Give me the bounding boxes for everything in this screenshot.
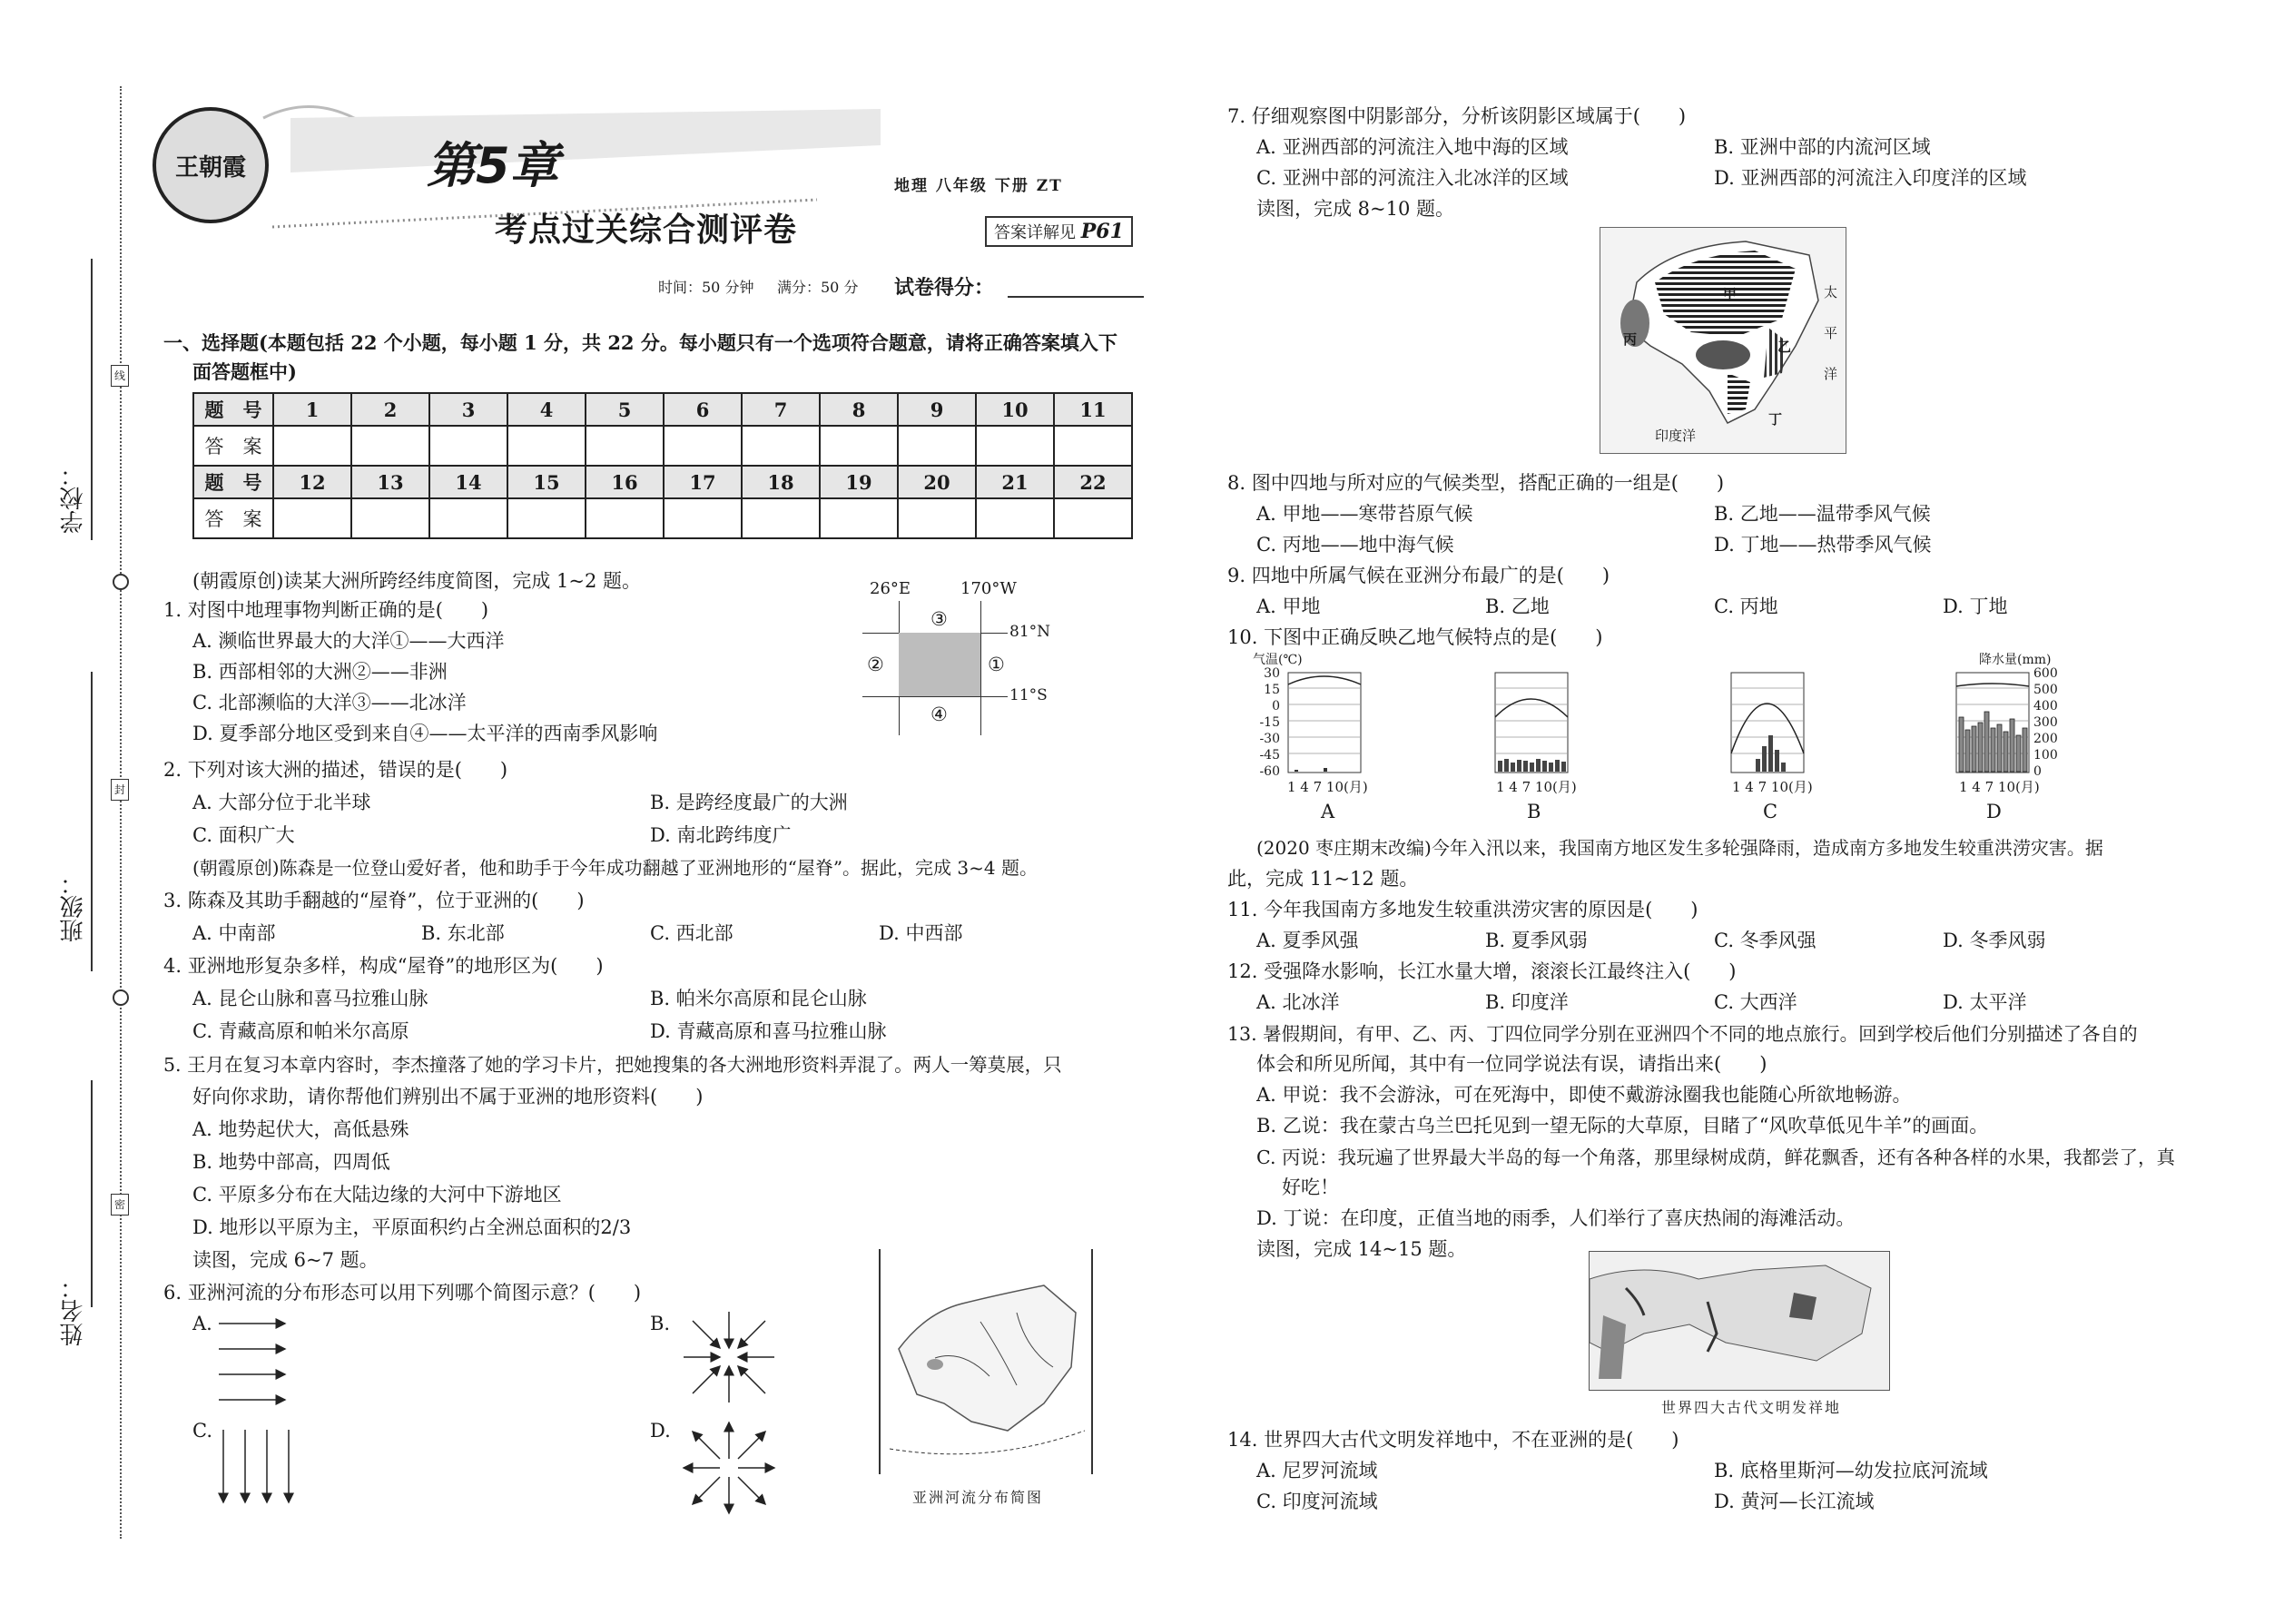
q7-option-b[interactable]: B. 亚洲中部的内流河区域 — [1714, 136, 1931, 158]
q12-stem: 12. 受强降水影响，长江水量大增，滚滚长江最终注入( ) — [1227, 960, 1737, 982]
table-cell: 6 — [664, 393, 742, 426]
table-cell: 19 — [820, 466, 898, 498]
chapter-title: 第5章 — [427, 137, 559, 194]
answer-cell[interactable] — [664, 498, 742, 538]
civilization-map — [1589, 1251, 1890, 1391]
table-cell: 16 — [586, 466, 664, 498]
q2-option-c[interactable]: C. 面积广大 — [192, 824, 295, 846]
table-cell: 21 — [976, 466, 1054, 498]
q14-option-b[interactable]: B. 底格里斯河—幼发拉底河流域 — [1714, 1460, 1988, 1481]
precip-tick: 300 — [2033, 715, 2058, 730]
q13-option-b[interactable]: B. 乙说：我在蒙古乌兰巴托见到一望无际的大草原，目睹了“风吹草低见牛羊”的画面。 — [1256, 1115, 1989, 1137]
map-label-ocean1: 太 — [1824, 284, 1838, 300]
table-row — [193, 498, 1132, 538]
q5-option-b[interactable]: B. 地势中部高，四周低 — [192, 1151, 390, 1173]
q12-option-c[interactable]: C. 大西洋 — [1714, 991, 1797, 1013]
answer-cell[interactable] — [507, 498, 586, 538]
q4-stem: 4. 亚洲地形复杂多样，构成“屋脊”的地形区为( ) — [163, 955, 604, 977]
river-map-caption: 亚洲河流分布简图 — [912, 1489, 1044, 1506]
table-cell: 18 — [742, 466, 820, 498]
q12-option-d[interactable]: D. 太平洋 — [1943, 991, 2027, 1013]
q3-option-d[interactable]: D. 中西部 — [879, 922, 963, 944]
q13-option-d[interactable]: D. 丁说：在印度，正值当地的雨季，人们举行了喜庆热闹的海滩活动。 — [1256, 1207, 1856, 1229]
answer-ref-text: 答案详解见 — [994, 223, 1076, 242]
seal-word-3: 密 — [111, 1194, 129, 1216]
q9-option-b[interactable]: B. 乙地 — [1485, 595, 1550, 617]
q13-option-c[interactable]: C. 丙说：我玩遍了世界最大半岛的每一个角落，那里绿树成荫，鲜花飘香，还有各种各样的水果，我都尝了，真 — [1256, 1147, 2175, 1168]
q6-option-a[interactable]: A. — [192, 1313, 212, 1334]
q6-stem: 6. 亚洲河流的分布形态可以用下列哪个简图示意？( ) — [163, 1282, 642, 1304]
q12-option-a[interactable]: A. 北冰洋 — [1256, 991, 1340, 1013]
school-underline — [91, 259, 93, 540]
school-label: 学校： — [60, 463, 87, 534]
q1-stem: 1. 对图中地理事物判断正确的是( ) — [163, 599, 489, 621]
temp-tick: -30 — [1259, 732, 1280, 746]
table-header-q: 题 号 — [193, 466, 273, 498]
q4-option-d[interactable]: D. 青藏高原和喜马拉雅山脉 — [650, 1020, 887, 1042]
temp-tick: -15 — [1259, 715, 1280, 730]
q11-option-d[interactable]: D. 冬季风弱 — [1943, 930, 2046, 951]
section-title-line2: 面答题框中) — [192, 360, 297, 383]
temp-tick: -60 — [1259, 764, 1280, 779]
climate-chart-d — [1955, 672, 2030, 773]
intro-14-15: 读图，完成 14~15 题。 — [1256, 1238, 1467, 1260]
map-label-ocean2: 平 — [1824, 325, 1838, 341]
map-label-yi: 乙 — [1777, 339, 1792, 355]
q4-option-a[interactable]: A. 昆仑山脉和喜马拉雅山脉 — [192, 988, 428, 1009]
binding-hole-icon — [113, 989, 129, 1006]
answer-cell[interactable] — [351, 426, 429, 466]
q5-option-d[interactable]: D. 地形以平原为主，平原面积约占全洲总面积的2/3 — [192, 1216, 632, 1238]
meta-tags: 地理 八年级 下册 ZT — [894, 177, 1063, 195]
q7-option-d[interactable]: D. 亚洲西部的河流注入印度洋的区域 — [1714, 167, 2027, 189]
civilization-map-drawing — [1590, 1252, 1889, 1390]
q4-option-b[interactable]: B. 帕米尔高原和昆仑山脉 — [650, 988, 867, 1009]
q7-stem: 7. 仔细观察图中阴影部分，分析该阴影区域属于( ) — [1227, 105, 1687, 127]
table-cell: 9 — [898, 393, 976, 426]
q9-option-d[interactable]: D. 丁地 — [1943, 595, 2008, 617]
binding-hole-icon — [113, 574, 129, 590]
answer-cell[interactable] — [820, 426, 898, 466]
answer-cell[interactable] — [429, 426, 507, 466]
table-cell: 5 — [586, 393, 664, 426]
seal-word-2: 封 — [111, 779, 129, 801]
asia-climate-map — [1600, 227, 1846, 454]
q1-option-c[interactable]: C. 北部濒临的大洋③——北冰洋 — [192, 692, 467, 714]
intro-3-4: (朝霞原创)陈森是一位登山爱好者，他和助手于今年成功翻越了亚洲地形的“屋脊”。据此，完成 3~4 题。 — [192, 857, 1038, 879]
x-axis-b: 1 4 7 10(月) — [1496, 779, 1577, 795]
climate-chart-a — [1287, 672, 1362, 773]
precip-tick: 0 — [2033, 764, 2042, 779]
table-cell: 4 — [507, 393, 586, 426]
answer-cell[interactable] — [1054, 426, 1132, 466]
name-underline — [91, 1080, 93, 1307]
precip-tick: 200 — [2033, 732, 2058, 746]
marker-3: ③ — [930, 608, 948, 630]
marker-1: ① — [988, 654, 1005, 675]
temp-axis-label: 气温(℃) — [1253, 653, 1303, 667]
section-title: 一、选择题(本题包括 22 个小题，每小题 1 分，共 22 分。每小题只有一个选项符合题意，请将正确答案填入下 — [163, 331, 1117, 354]
table-cell: 22 — [1054, 466, 1132, 498]
intro-6-7: 读图，完成 6~7 题。 — [192, 1249, 379, 1271]
answer-cell[interactable] — [273, 426, 351, 466]
marker-4: ④ — [930, 704, 948, 725]
table-cell: 17 — [664, 466, 742, 498]
q11-option-c[interactable]: C. 冬季风强 — [1714, 930, 1816, 951]
answer-cell[interactable] — [1054, 498, 1132, 538]
x-axis-c: 1 4 7 10(月) — [1732, 779, 1813, 795]
q10-stem: 10. 下图中正确反映乙地气候特点的是( ) — [1227, 626, 1603, 648]
q13-option-c-line2: 好吃！ — [1282, 1176, 1339, 1198]
q2-option-d[interactable]: D. 南北跨纬度广 — [650, 824, 792, 846]
lat-label-11s: 11°S — [1009, 686, 1048, 704]
map-label-ding: 丁 — [1768, 411, 1783, 428]
brand-logo: 王朝霞 — [153, 107, 269, 223]
q14-stem: 14. 世界四大古代文明发祥地中，不在亚洲的是( ) — [1227, 1429, 1679, 1451]
answer-cell[interactable] — [976, 426, 1054, 466]
name-label: 姓名： — [60, 1275, 87, 1346]
q6-option-d[interactable]: D. — [650, 1420, 671, 1442]
q9-option-a[interactable]: A. 甲地 — [1256, 595, 1321, 617]
lat-label-81n: 81°N — [1009, 623, 1051, 641]
chart-label-c[interactable]: C — [1763, 801, 1778, 822]
page-title: 考点过关综合测评卷 — [495, 211, 798, 249]
map-label-bing: 丙 — [1623, 331, 1638, 348]
q9-option-c[interactable]: C. 丙地 — [1714, 595, 1778, 617]
temp-tick: -45 — [1259, 748, 1280, 763]
q8-stem: 8. 图中四地与所对应的气候类型，搭配正确的一组是( ) — [1227, 472, 1725, 494]
table-header-q: 题 号 — [193, 393, 273, 426]
climate-chart-c — [1730, 672, 1805, 773]
q6-option-b[interactable]: B. — [650, 1313, 671, 1334]
q1-option-b[interactable]: B. 西部相邻的大洲②——非洲 — [192, 661, 448, 683]
table-cell: 12 — [273, 466, 351, 498]
q13-stem-line2: 体会和所见所闻，其中有一位同学说法有误，请指出来( ) — [1256, 1053, 1767, 1075]
answer-cell[interactable] — [273, 498, 351, 538]
precip-tick: 400 — [2033, 699, 2058, 714]
continent-shaded-area — [899, 633, 980, 696]
temp-tick: 15 — [1264, 683, 1280, 697]
precip-ticks — [2033, 666, 2070, 779]
intro-11-12-line2: 此，完成 11~12 题。 — [1227, 868, 1419, 890]
q9-stem: 9. 四地中所属气候在亚洲分布最广的是( ) — [1227, 565, 1610, 586]
q11-option-a[interactable]: A. 夏季风强 — [1256, 930, 1359, 951]
q13-option-a[interactable]: A. 甲说：我不会游泳，可在死海中，即使不戴游泳圈我也能随心所欲地畅游。 — [1256, 1084, 1912, 1106]
q3-option-c[interactable]: C. 西北部 — [650, 922, 733, 944]
answer-cell[interactable] — [898, 498, 976, 538]
table-row — [193, 393, 1132, 426]
latlon-figure — [853, 581, 1062, 735]
intro-11-12: (2020 枣庄期末改编)今年入汛以来，我国南方地区发生多轮强降雨，造成南方多地发生较重洪涝灾害。据 — [1256, 837, 2103, 859]
x-axis-d: 1 4 7 10(月) — [1959, 779, 2040, 795]
lat-line — [862, 696, 1008, 697]
answer-cell[interactable] — [507, 426, 586, 466]
precip-tick: 500 — [2033, 683, 2058, 697]
table-cell: 8 — [820, 393, 898, 426]
civilization-map-caption: 世界四大古代文明发祥地 — [1661, 1399, 1842, 1416]
table-header-a: 答 案 — [193, 426, 273, 466]
precip-tick: 100 — [2033, 748, 2058, 763]
table-cell: 1 — [273, 393, 351, 426]
table-header-a: 答 案 — [193, 498, 273, 538]
q1-option-d[interactable]: D. 夏季部分地区受到来自④——太平洋的西南季风影响 — [192, 723, 658, 744]
lon-label-26e: 26°E — [870, 579, 911, 598]
table-cell: 7 — [742, 393, 820, 426]
parallel-arrows-right-icon — [214, 1314, 296, 1414]
asia-river-map — [879, 1249, 1093, 1474]
q7-option-a[interactable]: A. 亚洲西部的河流注入地中海的区域 — [1256, 136, 1569, 158]
q5-option-a[interactable]: A. 地势起伏大，高低悬殊 — [192, 1118, 409, 1140]
q3-option-a[interactable]: A. 中南部 — [192, 922, 276, 944]
map-label-jia: 甲 — [1723, 286, 1738, 302]
score-label: 试卷得分： — [894, 276, 995, 300]
seal-word-1: 线 — [111, 365, 129, 387]
answer-table — [192, 392, 1133, 539]
q11-stem: 11. 今年我国南方多地发生较重洪涝灾害的原因是( ) — [1227, 899, 1698, 920]
q2-option-a[interactable]: A. 大部分位于北半球 — [192, 792, 371, 813]
q14-option-d[interactable]: D. 黄河—长江流域 — [1714, 1491, 1875, 1512]
precip-axis-label: 降水量(mm) — [1979, 653, 2052, 667]
map-label-indian-ocean: 印度洋 — [1655, 428, 1697, 444]
answer-cell[interactable] — [586, 498, 664, 538]
q4-option-c[interactable]: C. 青藏高原和帕米尔高原 — [192, 1020, 409, 1042]
lon-label-170w: 170°W — [960, 579, 1017, 598]
answer-cell[interactable] — [664, 426, 742, 466]
table-cell: 11 — [1054, 393, 1132, 426]
chart-label-d[interactable]: D — [1986, 801, 2002, 822]
answer-cell[interactable] — [351, 498, 429, 538]
chart-label-a[interactable]: A — [1321, 801, 1335, 822]
q5-stem: 5. 王月在复习本章内容时，李杰撞落了她的学习卡片，把她搜集的各大洲地形资料弄混了。两人一筹莫展，只 — [163, 1054, 1062, 1076]
q3-stem: 3. 陈森及其助手翻越的“屋脊”，位于亚洲的( ) — [163, 890, 585, 911]
intro-1-2: (朝霞原创)读某大洲所跨经纬度简图，完成 1~2 题。 — [192, 570, 642, 592]
binding-dotted-line — [120, 86, 122, 1539]
q8-option-c[interactable]: C. 丙地——地中海气候 — [1256, 534, 1454, 556]
marker-2: ② — [867, 654, 884, 675]
radiating-arrows-icon — [679, 1418, 779, 1518]
temp-ticks — [1244, 666, 1280, 779]
q8-option-d[interactable]: D. 丁地——热带季风气候 — [1714, 534, 1932, 556]
full-score-info: 满分：50 分 — [777, 279, 859, 296]
converging-arrows-icon — [679, 1307, 779, 1407]
temp-tick: 0 — [1272, 699, 1280, 714]
table-cell: 13 — [351, 466, 429, 498]
table-cell: 2 — [351, 393, 429, 426]
q5-option-c[interactable]: C. 平原多分布在大陆边缘的大河中下游地区 — [192, 1184, 562, 1206]
table-row — [193, 466, 1132, 498]
q12-option-b[interactable]: B. 印度洋 — [1485, 991, 1569, 1013]
answer-cell[interactable] — [820, 498, 898, 538]
class-underline — [91, 672, 93, 971]
q14-option-c[interactable]: C. 印度河流域 — [1256, 1491, 1378, 1512]
q5-stem-line2: 好向你求助，请你帮他们辨别出不属于亚洲的地形资料( ) — [192, 1086, 704, 1107]
table-cell: 3 — [429, 393, 507, 426]
intro-8-10: 读图，完成 8~10 题。 — [1256, 198, 1455, 220]
answer-page: P61 — [1080, 220, 1124, 243]
chart-label-b[interactable]: B — [1527, 801, 1541, 822]
q6-option-c[interactable]: C. — [192, 1420, 212, 1442]
q3-option-b[interactable]: B. 东北部 — [421, 922, 505, 944]
time-info: 时间：50 分钟 — [658, 279, 754, 296]
asia-river-map-drawing — [881, 1249, 1091, 1474]
q13-stem: 13. 暑假期间，有甲、乙、丙、丁四位同学分别在亚洲四个不同的地点旅行。回到学校后他们分别描述了各自的 — [1227, 1023, 2138, 1045]
answer-cell[interactable] — [586, 426, 664, 466]
parallel-arrows-down-icon — [214, 1425, 305, 1516]
q8-option-a[interactable]: A. 甲地——寒带苔原气候 — [1256, 503, 1473, 525]
temp-tick: 30 — [1264, 666, 1280, 681]
q1-option-a[interactable]: A. 濒临世界最大的大洋①——大西洋 — [192, 630, 505, 652]
lon-line — [980, 601, 981, 735]
asia-climate-map-drawing — [1600, 228, 1846, 453]
answer-cell[interactable] — [898, 426, 976, 466]
q8-option-b[interactable]: B. 乙地——温带季风气候 — [1714, 503, 1931, 525]
answer-cell[interactable] — [976, 498, 1054, 538]
answer-reference — [985, 216, 1133, 247]
q2-option-b[interactable]: B. 是跨经度最广的大洲 — [650, 792, 848, 813]
table-cell: 20 — [898, 466, 976, 498]
class-label: 班级： — [60, 871, 87, 942]
q7-option-c[interactable]: C. 亚洲中部的河流注入北冰洋的区域 — [1256, 167, 1569, 189]
q2-stem: 2. 下列对该大洲的描述，错误的是( ) — [163, 759, 508, 781]
q14-option-a[interactable]: A. 尼罗河流域 — [1256, 1460, 1378, 1481]
table-cell: 10 — [976, 393, 1054, 426]
answer-cell[interactable] — [742, 498, 820, 538]
table-cell: 15 — [507, 466, 586, 498]
map-label-ocean3: 洋 — [1824, 366, 1838, 382]
answer-cell[interactable] — [742, 426, 820, 466]
score-blank[interactable] — [1008, 296, 1144, 298]
climate-chart-b — [1494, 672, 1569, 773]
x-axis-a: 1 4 7 10(月) — [1287, 779, 1368, 795]
precip-tick: 600 — [2033, 666, 2058, 681]
answer-cell[interactable] — [429, 498, 507, 538]
q11-option-b[interactable]: B. 夏季风弱 — [1485, 930, 1588, 951]
table-row — [193, 426, 1132, 466]
table-cell: 14 — [429, 466, 507, 498]
